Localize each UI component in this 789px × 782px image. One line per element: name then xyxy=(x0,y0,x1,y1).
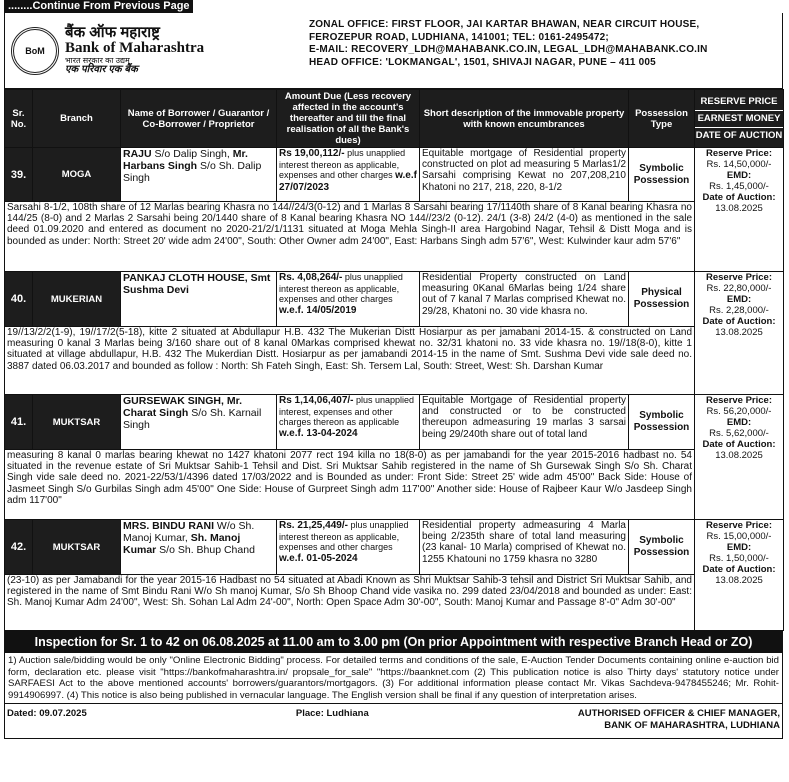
row-description-continued: (23-10) as per Jamabandi for the year 2015-16 Hadbast no 54 situated at Abadi Known as Shri Muktsar Sahib-3 tehsil and District Sri Muktsar Sahib, and registered in the name of Smt Bindu Rani W/o Sh manoj Kumar, S/o Sh Bhoop Chand vide vasika no. 299 dated 23/04/2018 and bounded as under: East: Sh. Manoj Kumar Adm 24'00", West: Sh. Sohan Lal Adm 24'-00", North: Open Space Adm 30'-00", South: Manoj Kumar and Passage 8'-0" Adm 30'-00" xyxy=(5,575,695,631)
row-description: Equitable mortgage of Residential property constructed on plot ad measuring 5 Marlas1/2 Sarsahi comprising Kewat no 207,208,210 Khatoni no 217, 218, 220, 8-1/2 xyxy=(420,148,629,202)
row-description-continued: measuring 8 kanal 0 marlas bearing khewat no 1427 khatoni 2077 rect 194 killa no 18(8-0) as per jamabandi for the year 2015-2016 hadbast no. 54 situated in the revenue estate of Sri Muktsar Sahib-1 Tehsil and Dist. Sri Muktsar Sahib registered in the name of Sh Gursewak Singh S/o Sh. Charat Singh vide sale deed no. 2021-22/53/1/4396 dated 17/03/2022 and is Bounded as under: Front Side: Street 25' wide adm 45'00" Back Side: House of Jasmeet Singh S/o Gurbilas Singh adm 45'00" One Side: House of Gurpreet Singh adm 117'00" Another side: House of Rajbeer Kaur W/o Jasdeep Singh adm 117'00" xyxy=(5,450,695,520)
col-borrower: Name of Borrower / Guarantor / Co-Borrower / Proprietor xyxy=(121,90,277,148)
bank-name-english: Bank of Maharashtra xyxy=(65,40,205,57)
row-branch: MUKERIAN xyxy=(33,272,121,327)
row-possession: Symbolic Possession xyxy=(629,520,695,575)
row-branch: MUKTSAR xyxy=(33,520,121,575)
row-description: Residential property admeasuring 4 Marla being 2/235th share of total land measuring (23 kanal- 10 Marla) comprised of Khewat no. 1255 Khatouni no 1759 khasra no 3280 xyxy=(420,520,629,575)
row-branch: MOGA xyxy=(33,148,121,202)
dated: Dated: 09.07.2025 xyxy=(7,708,87,719)
header xyxy=(4,13,783,89)
table-row-continuation xyxy=(5,327,784,395)
table-row-continuation xyxy=(5,202,784,272)
col-price-block xyxy=(695,90,784,148)
signatory xyxy=(578,708,780,738)
table-row xyxy=(5,148,784,202)
col-sr: Sr. No. xyxy=(5,90,33,148)
col-branch: Branch xyxy=(33,90,121,148)
table-row xyxy=(5,520,784,575)
row-sr: 40. xyxy=(5,272,33,327)
bank-seal-icon: BoM xyxy=(11,27,59,75)
row-amount: Rs. 4,08,264/- plus unapplied interest thereon as applicable, expenses and other charges w.e.f. 14/05/2019 xyxy=(277,272,420,327)
row-price: Reserve Price: Rs. 15,00,000/- EMD: Rs. 1,50,000/- Date of Auction: 13.08.2025 xyxy=(695,520,784,631)
signatory-bank: BANK OF MAHARASHTRA, LUDHIANA xyxy=(604,720,780,731)
row-borrower: RAJU S/o Dalip Singh, Mr. Harbans Singh S/o Sh. Dalip Singh xyxy=(121,148,277,202)
row-borrower: PANKAJ CLOTH HOUSE, Smt Sushma Devi xyxy=(121,272,277,327)
row-description-continued: 19//13/2/2(1-9), 19//17/2(5-18), kitte 2 situated at Abdullapur H.B. 432 The Mukerian Distt Hosiarpur as per jamabani 2014-15. & constructed on Land measuring 0 kanal 3 Marlas being 3/160 share out of 8 kanal 0Markas comprised khewat no. 32/31 khatoni no. 33 vide khasra no. 19//18(8-0), kitte 1 situated at village abdullapur, H.B. 432 The Mukerdian Distt. Hosiarpur as per jamabandi 2014-15 in the name of Smt. Sushma Devi vide sale deed no. 3887 dated 06.03.2017 and bounded as follow : North: Sh Fateh Singh, East: Sh. Tersem Lal, South: Street, West: Sh. Darshan Kumar xyxy=(5,327,695,395)
bank-name-hindi: बैंक ऑफ महाराष्ट्र xyxy=(65,24,160,42)
auction-table xyxy=(4,89,784,631)
row-amount: Rs 1,14,06,407/- plus unapplied interest, expenses and other charges thereon as applicable w.e.f. 13-04-2024 xyxy=(277,395,420,450)
signatory-title: AUTHORISED OFFICER & CHIEF MANAGER, xyxy=(577,708,780,719)
row-possession: Physical Possession xyxy=(629,272,695,327)
row-borrower: GURSEWAK SINGH, Mr. Charat Singh S/o Sh. Karnail Singh xyxy=(121,395,277,450)
row-borrower: MRS. BINDU RANI W/o Sh. Manoj Kumar, Sh. Manoj Kumar S/o Sh. Bhup Chand xyxy=(121,520,277,575)
row-possession: Symbolic Possession xyxy=(629,395,695,450)
zonal-line: HEAD OFFICE: 'LOKMANGAL', 1501, SHIVAJI NAGAR, PUNE – 411 005 xyxy=(309,56,656,68)
row-sr: 42. xyxy=(5,520,33,575)
row-amount: Rs. 21,25,449/- plus unapplied interest thereon as applicable, expenses and other charges w.e.f. 01-05-2024 xyxy=(277,520,420,575)
footer xyxy=(4,704,783,739)
col-date-of-auction: DATE OF AUCTION xyxy=(695,129,783,141)
table-row-continuation xyxy=(5,450,784,520)
row-description-continued: Sarsahi 8-1/2, 108th share of 12 Marlas bearing Khasra no 144//24/3(0-12) and 1 Marlas 8 Sarsahi bearing 17/1140th share of 8 Kanal bearing Khasra no 144/25 (8-0) and 2 Marlas 2 Sarsahi being 20/1440 share of 8 Kanal bearing Khasra NO 144//23/2 (0-12). 24/1 (3-8) 24/2 (4-0) as mentioned in the sale deed 01.09.2020 and entered as document no 2020-21/2/1/1131 situated at Moga Mehla Singh-II area Hargobind Nagar, Tehsil & Distt Moga and is bounded as under: North: Street 20' wide adm 24'00", South: Other Owner adm 24'00", East: Harbans Singh adm 57'6", West: Kulwinder kaur adm 57'6" xyxy=(5,202,695,272)
row-price: Reserve Price: Rs. 14,50,000/- EMD: Rs. 1,45,000/- Date of Auction: 13.08.2025 xyxy=(695,148,784,272)
inspection-banner: Inspection for Sr. 1 to 42 on 06.08.2025 at 11.00 am to 3.00 pm (On prior Appointment with respective Branch Head or ZO) xyxy=(4,631,783,653)
bank-logo xyxy=(5,13,231,88)
col-reserve-price: RESERVE PRICE xyxy=(695,94,783,111)
zonal-office-address xyxy=(231,13,782,88)
col-amount: Amount Due (Less recovery affected in the account's thereafter and till the final realisation of all the Bank's dues) xyxy=(277,90,420,148)
row-possession: Symbolic Possession xyxy=(629,148,695,202)
continue-banner: ........Continue From Previous Page xyxy=(4,0,193,13)
bank-tagline: एक परिवार एक बैंक xyxy=(65,64,138,76)
col-possession: Possession Type xyxy=(629,90,695,148)
col-earnest-money: EARNEST MONEY xyxy=(695,111,783,128)
terms-notes: 1) Auction sale/bidding would be only "Online Electronic Bidding" process. For detailed terms and conditions of the sale, E-Auction Tender Documents containing online e-auction bid form, declaration etc. please visit "https://bankofmaharashtra.in/ propsale_for_sale" "https://baanknet.com (2) This publication notice is also Thirty days' statutory notice under SARFAESI Act to the above mentioned accounts' borrowers/guarantors/mortgagors. (3) For additional information please contact Mr. Vikas Sachdeva-9478455246; Mr. Rohit- 9914906997. (4) This notice is also being published in vernacular language. The English version shall be final if any question of interpretation arises. xyxy=(4,653,783,704)
table-row-continuation xyxy=(5,575,784,631)
row-amount: Rs 19,00,112/- plus unapplied interest thereon as applicable, expenses and other charges w.e.f 27/07/2023 xyxy=(277,148,420,202)
row-sr: 39. xyxy=(5,148,33,202)
notice-page xyxy=(4,0,783,739)
row-sr: 41. xyxy=(5,395,33,450)
place: Place: Ludhiana xyxy=(295,708,369,719)
table-row xyxy=(5,272,784,327)
zonal-line: FEROZEPUR ROAD, LUDHIANA, 141001; TEL: 0161-2495472; xyxy=(309,31,609,43)
row-price: Reserve Price: Rs. 22,80,000/- EMD: Rs. 2,28,000/- Date of Auction: 13.08.2025 xyxy=(695,272,784,395)
table-row xyxy=(5,395,784,450)
zonal-line: E-MAIL: RECOVERY_LDH@MAHABANK.CO.IN, LEGAL_LDH@MAHABANK.CO.IN xyxy=(309,44,708,55)
row-description: Residential Property constructed on Land measuring 0Kanal 6Marlas being 1/24 share out of 7 kanal 7 Marlas comprised Khewat no. 29/28, Khatoni no. 30 vide khasra no. xyxy=(420,272,629,327)
bank-subline: भारत सरकार का उद्यम xyxy=(65,55,130,65)
row-description: Equitable Mortgage of Residential property and constructed or to be constructed thereupon admeasuring 19 marlas 3 sarsai being 29/240th share out of total land xyxy=(420,395,629,450)
zonal-line: ZONAL OFFICE: FIRST FLOOR, JAI KARTAR BHAWAN, NEAR CIRCUIT HOUSE, xyxy=(309,19,700,30)
row-branch: MUKTSAR xyxy=(33,395,121,450)
row-price: Reserve Price: Rs. 56,20,000/- EMD: Rs. 5,62,000/- Date of Auction: 13.08.2025 xyxy=(695,395,784,520)
col-description: Short description of the immovable property with known encumbrances xyxy=(420,90,629,148)
